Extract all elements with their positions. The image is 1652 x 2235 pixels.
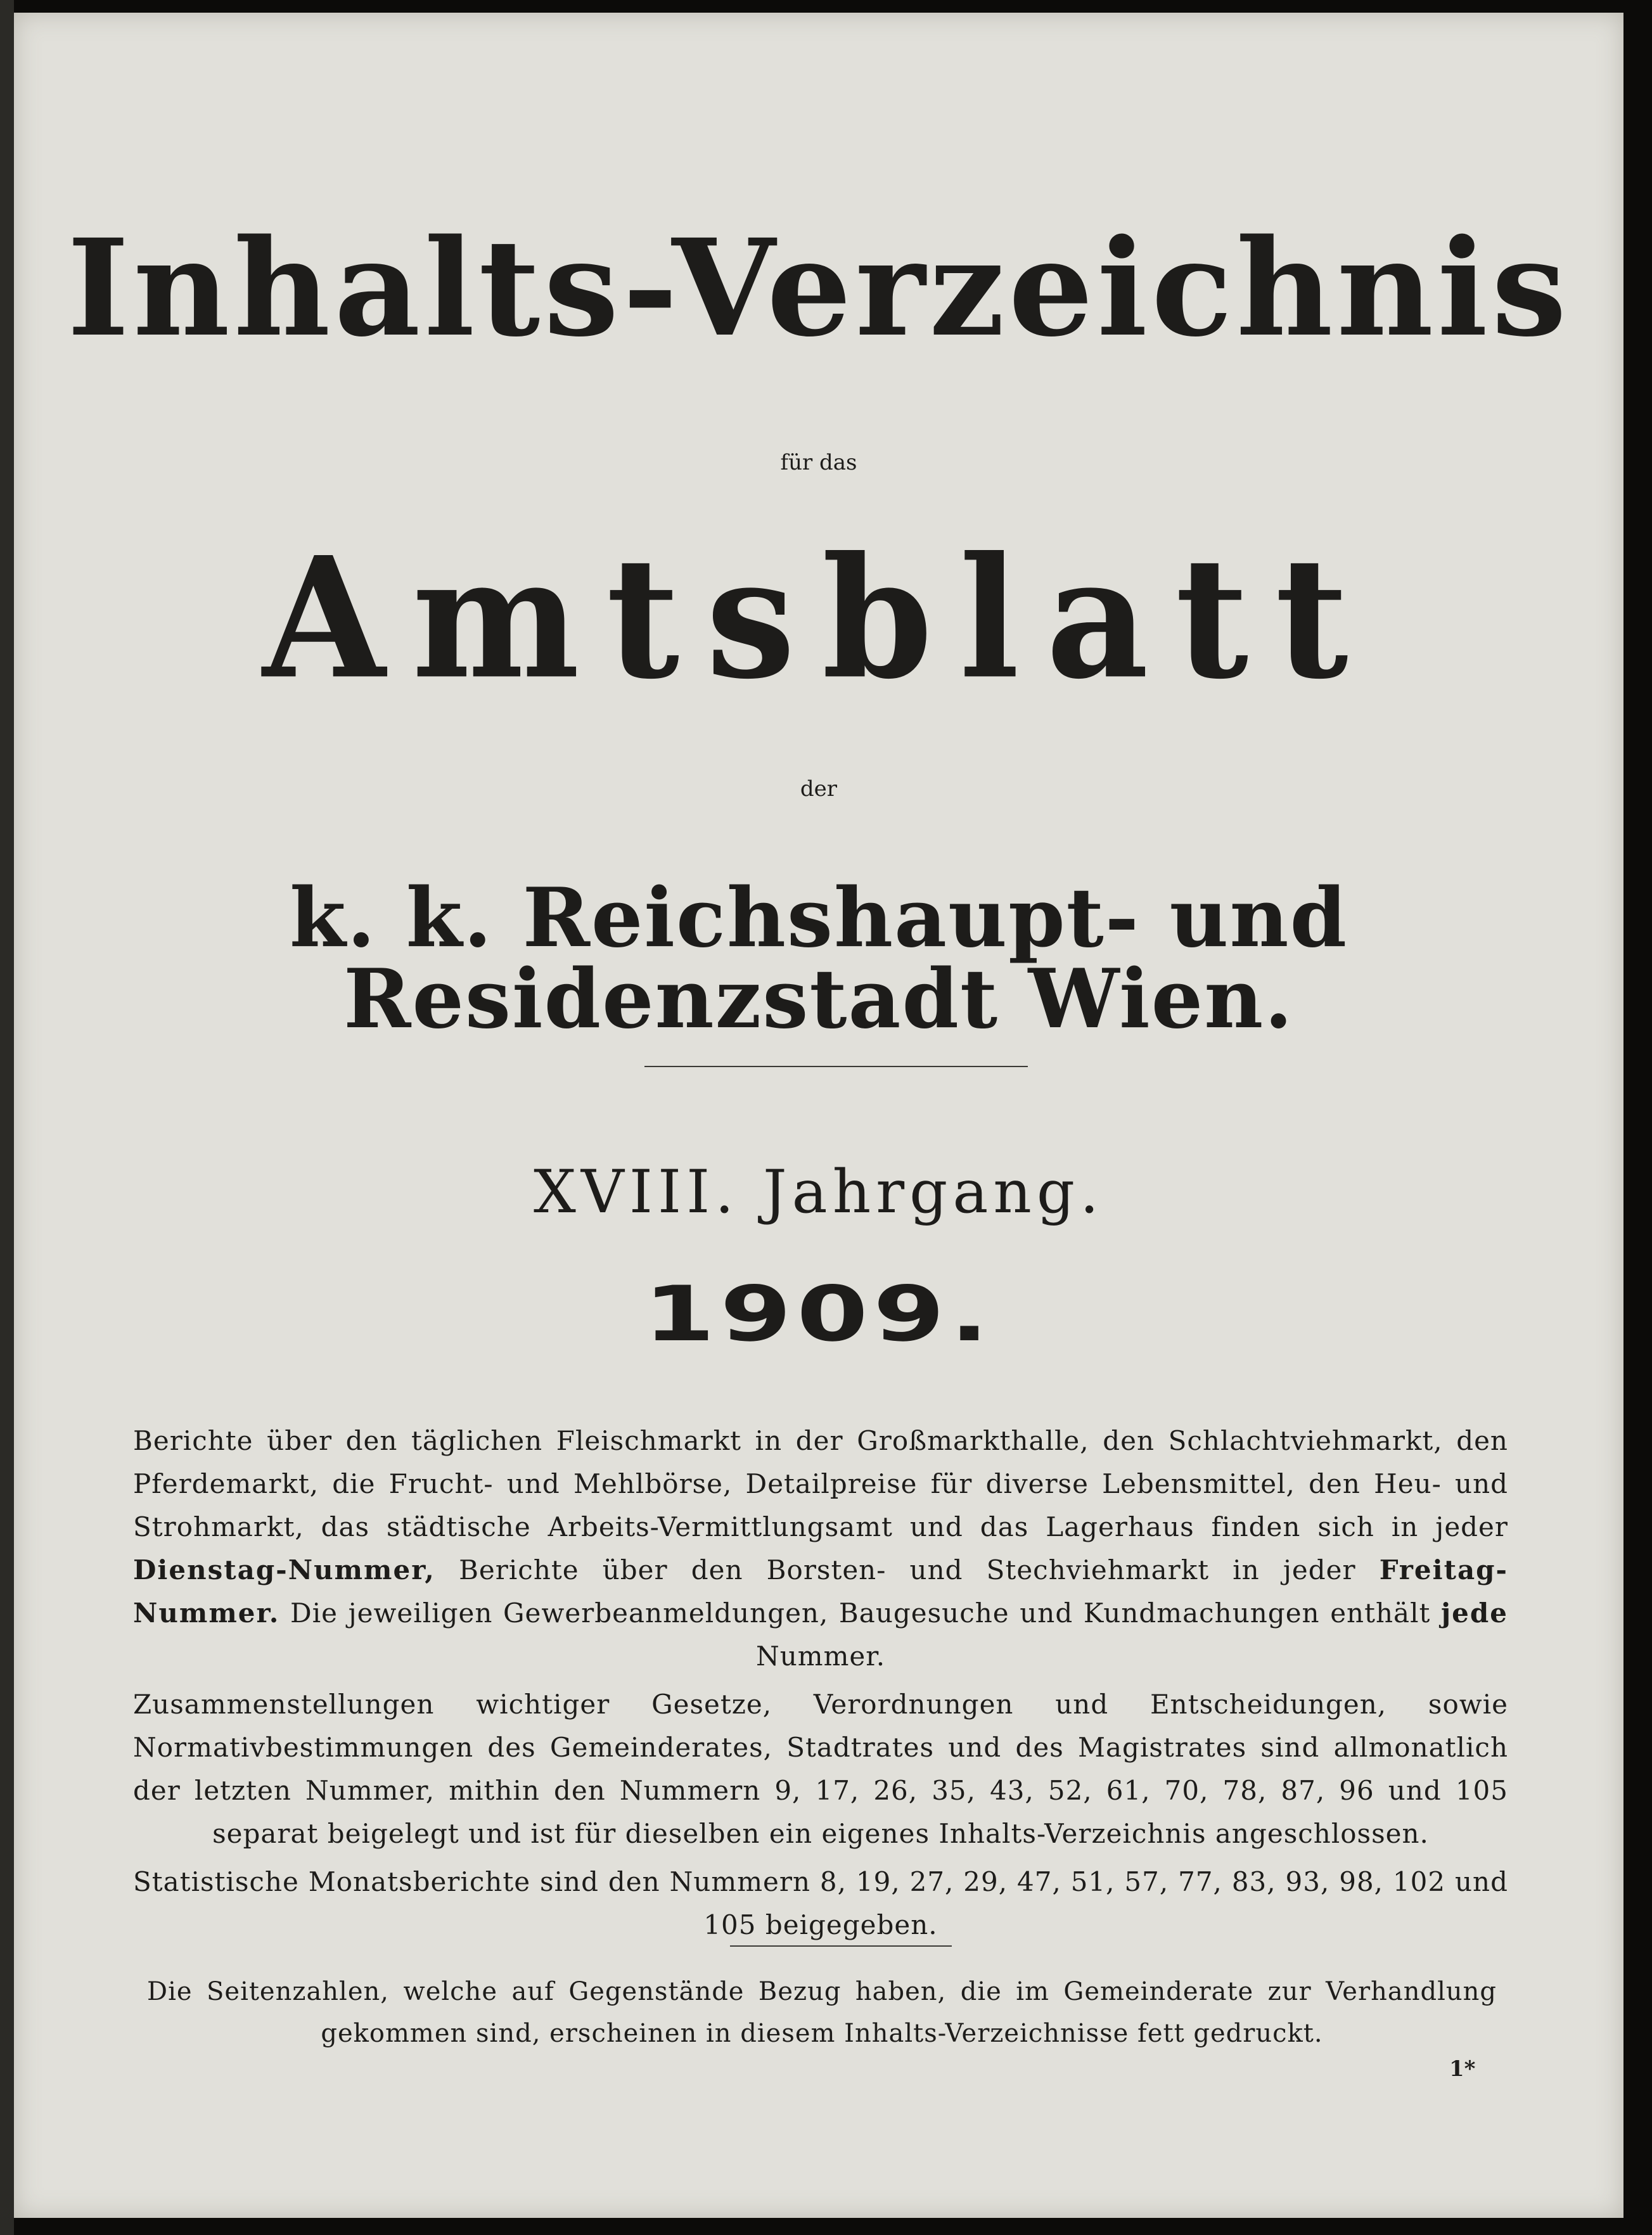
notice-emphasis-tuesday: Dienstag-Nummer, (133, 1554, 435, 1585)
city-title: k. k. Reichshaupt- und Residenzstadt Wien. (289, 871, 1348, 1047)
title-connector-fuer: für das (780, 450, 857, 475)
notice-emphasis-friday: Freitag-Nummer. (133, 1554, 1508, 1629)
notice-emphasis-every: jede (1440, 1598, 1508, 1629)
notice-paragraph-compilations: Zusammenstellungen wichtiger Gesetze, Verordnungen und Entscheidungen, sowie Normativbestimmungen des Gemeinderates, Stadtrates und des Magistrates sind allmonatlich der letzten Nummer, mithin den Nummern 9, 17, 26, 35, 43, 52, 61, 70, 78, 87, 96 und 105 separat beigelegt und ist für dieselben ein eigenes Inhalts-Verzeichnis angeschlossen. (133, 1689, 1508, 1849)
divider-rule (644, 1066, 1028, 1067)
year-label: 1909. (643, 1271, 994, 1359)
divider-rule-short (730, 1945, 952, 1947)
notice-text: Berichte über den täglichen Fleischmarkt in der Großmarkthalle, den Schlachtviehmarkt, den Pferdemarkt, die Frucht- und Mehlbörse, Detailpreise für diverse Lebensmittel, den Heu- und Strohmarkt, das städtische Arbeits-Vermittlungsamt und das Lagerhaus finden sich in jeder (133, 1425, 1508, 1542)
publication-title: Amtsblatt (262, 520, 1375, 716)
scan-edge (0, 0, 14, 2235)
volume-label: XVIII. Jahrgang. (534, 1158, 1104, 1227)
notice-paragraph-statistics: Statistische Monatsberichte sind den Nummern 8, 19, 27, 29, 47, 51, 57, 77, 83, 93, 98, 102 und 105 beigegeben. (133, 1866, 1508, 1940)
title-connector-der: der (800, 776, 838, 802)
notice-block (133, 1419, 1508, 1952)
notice-text: Nummer. (755, 1641, 886, 1672)
document-page (14, 13, 1623, 2218)
notice-text: Die jeweiligen Gewerbeanmeldungen, Baugesuche und Kundmachungen enthält (290, 1598, 1431, 1629)
footnote: Die Seitenzahlen, welche auf Gegenstände Bezug haben, die im Gemeinderate zur Verhandlung gekommen sind, erscheinen in diesem Inhalts-Verzeichnisse fett gedruckt. (147, 1977, 1497, 2048)
notice-text: Berichte über den Borsten- und Stechviehmarkt in jeder (459, 1554, 1356, 1585)
page-signature-mark: 1* (1449, 2056, 1476, 2082)
notice-paragraph-reports (133, 1419, 1508, 1678)
main-title: Inhalts-Verzeichnis (67, 210, 1571, 366)
